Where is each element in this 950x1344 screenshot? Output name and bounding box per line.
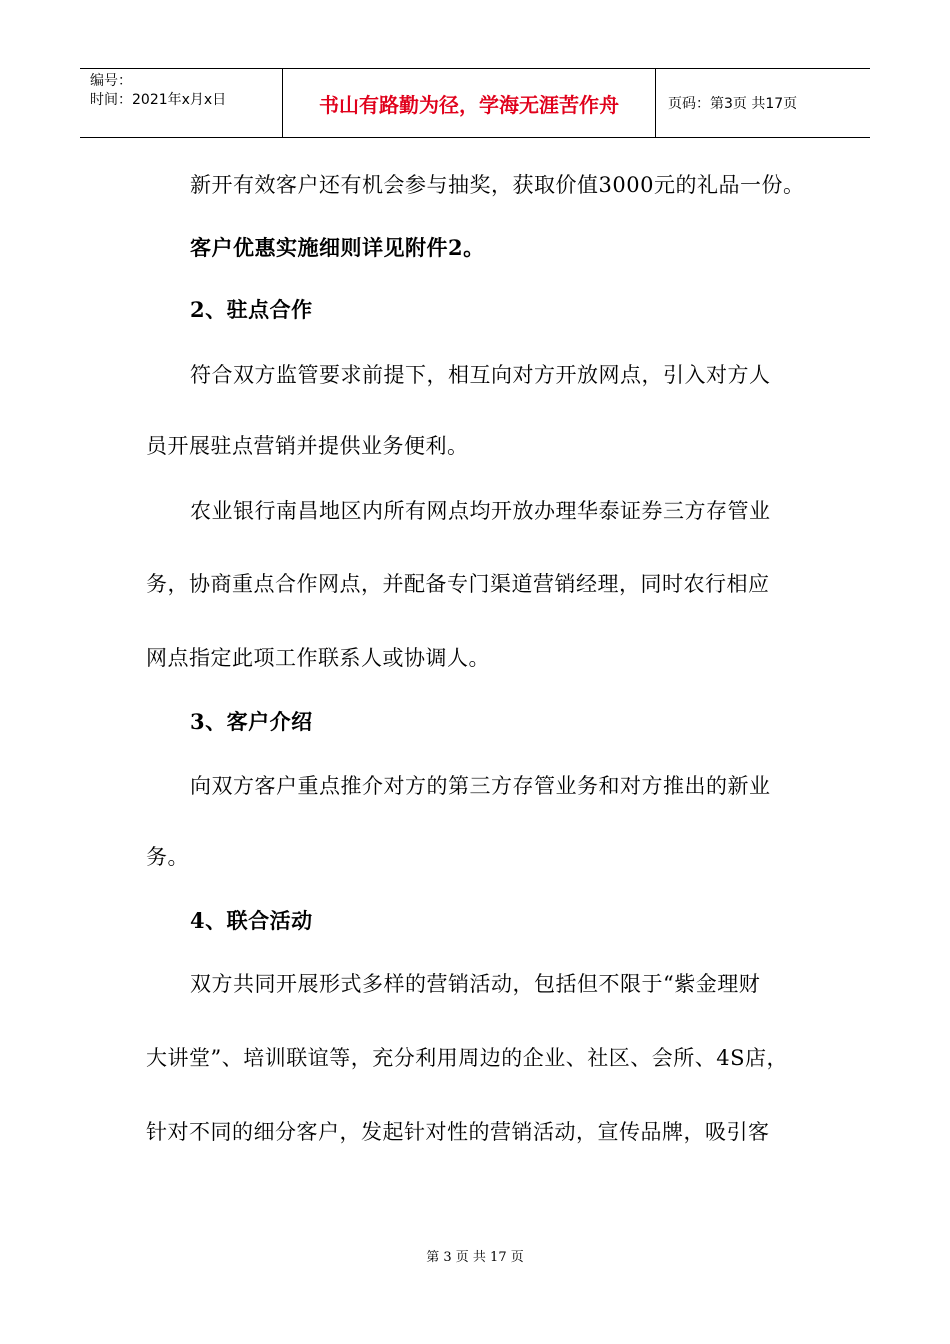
header-motto: 书山有路勤为径，学海无涯苦作舟 bbox=[282, 69, 656, 137]
document-date: 时间：2021年x月x日 bbox=[90, 92, 227, 108]
header-page-info: 页码：第3页 共17页 bbox=[668, 96, 798, 112]
body-line-6: 农业银行南昌地区内所有网点均开放办理华泰证券三方存管业 bbox=[190, 499, 771, 523]
page-footer: 第 3 页 共 17 页 bbox=[426, 1250, 524, 1265]
header-meta bbox=[80, 69, 282, 137]
body-line-11: 务。 bbox=[146, 845, 189, 869]
body-line-2: 客户优惠实施细则详见附件2。 bbox=[190, 235, 485, 260]
body-line-14: 大讲堂”、培训联谊等，充分利用周边的企业、社区、会所、4S店， bbox=[146, 1046, 788, 1070]
body-line-8: 网点指定此项工作联系人或协调人。 bbox=[146, 646, 490, 670]
body-line-7: 务，协商重点合作网点，并配备专门渠道营销经理，同时农行相应 bbox=[146, 572, 770, 596]
body-line-15: 针对不同的细分客户，发起针对性的营销活动，宣传品牌，吸引客 bbox=[146, 1120, 770, 1144]
section-heading-4: 4、联合活动 bbox=[190, 908, 313, 933]
body-line-10: 向双方客户重点推介对方的第三方存管业务和对方推出的新业 bbox=[190, 774, 771, 798]
page-header bbox=[80, 68, 870, 138]
section-heading-3: 3、客户介绍 bbox=[190, 709, 313, 734]
document-number-label: 编号： bbox=[90, 73, 132, 89]
body-line-1: 新开有效客户还有机会参与抽奖，获取价值3000元的礼品一份。 bbox=[190, 173, 805, 197]
section-heading-2: 2、驻点合作 bbox=[190, 297, 313, 322]
body-line-4: 符合双方监管要求前提下，相互向对方开放网点，引入对方人 bbox=[190, 363, 771, 387]
body-line-5: 员开展驻点营销并提供业务便利。 bbox=[146, 434, 469, 458]
body-line-13: 双方共同开展形式多样的营销活动，包括但不限于“紫金理财 bbox=[190, 972, 761, 996]
